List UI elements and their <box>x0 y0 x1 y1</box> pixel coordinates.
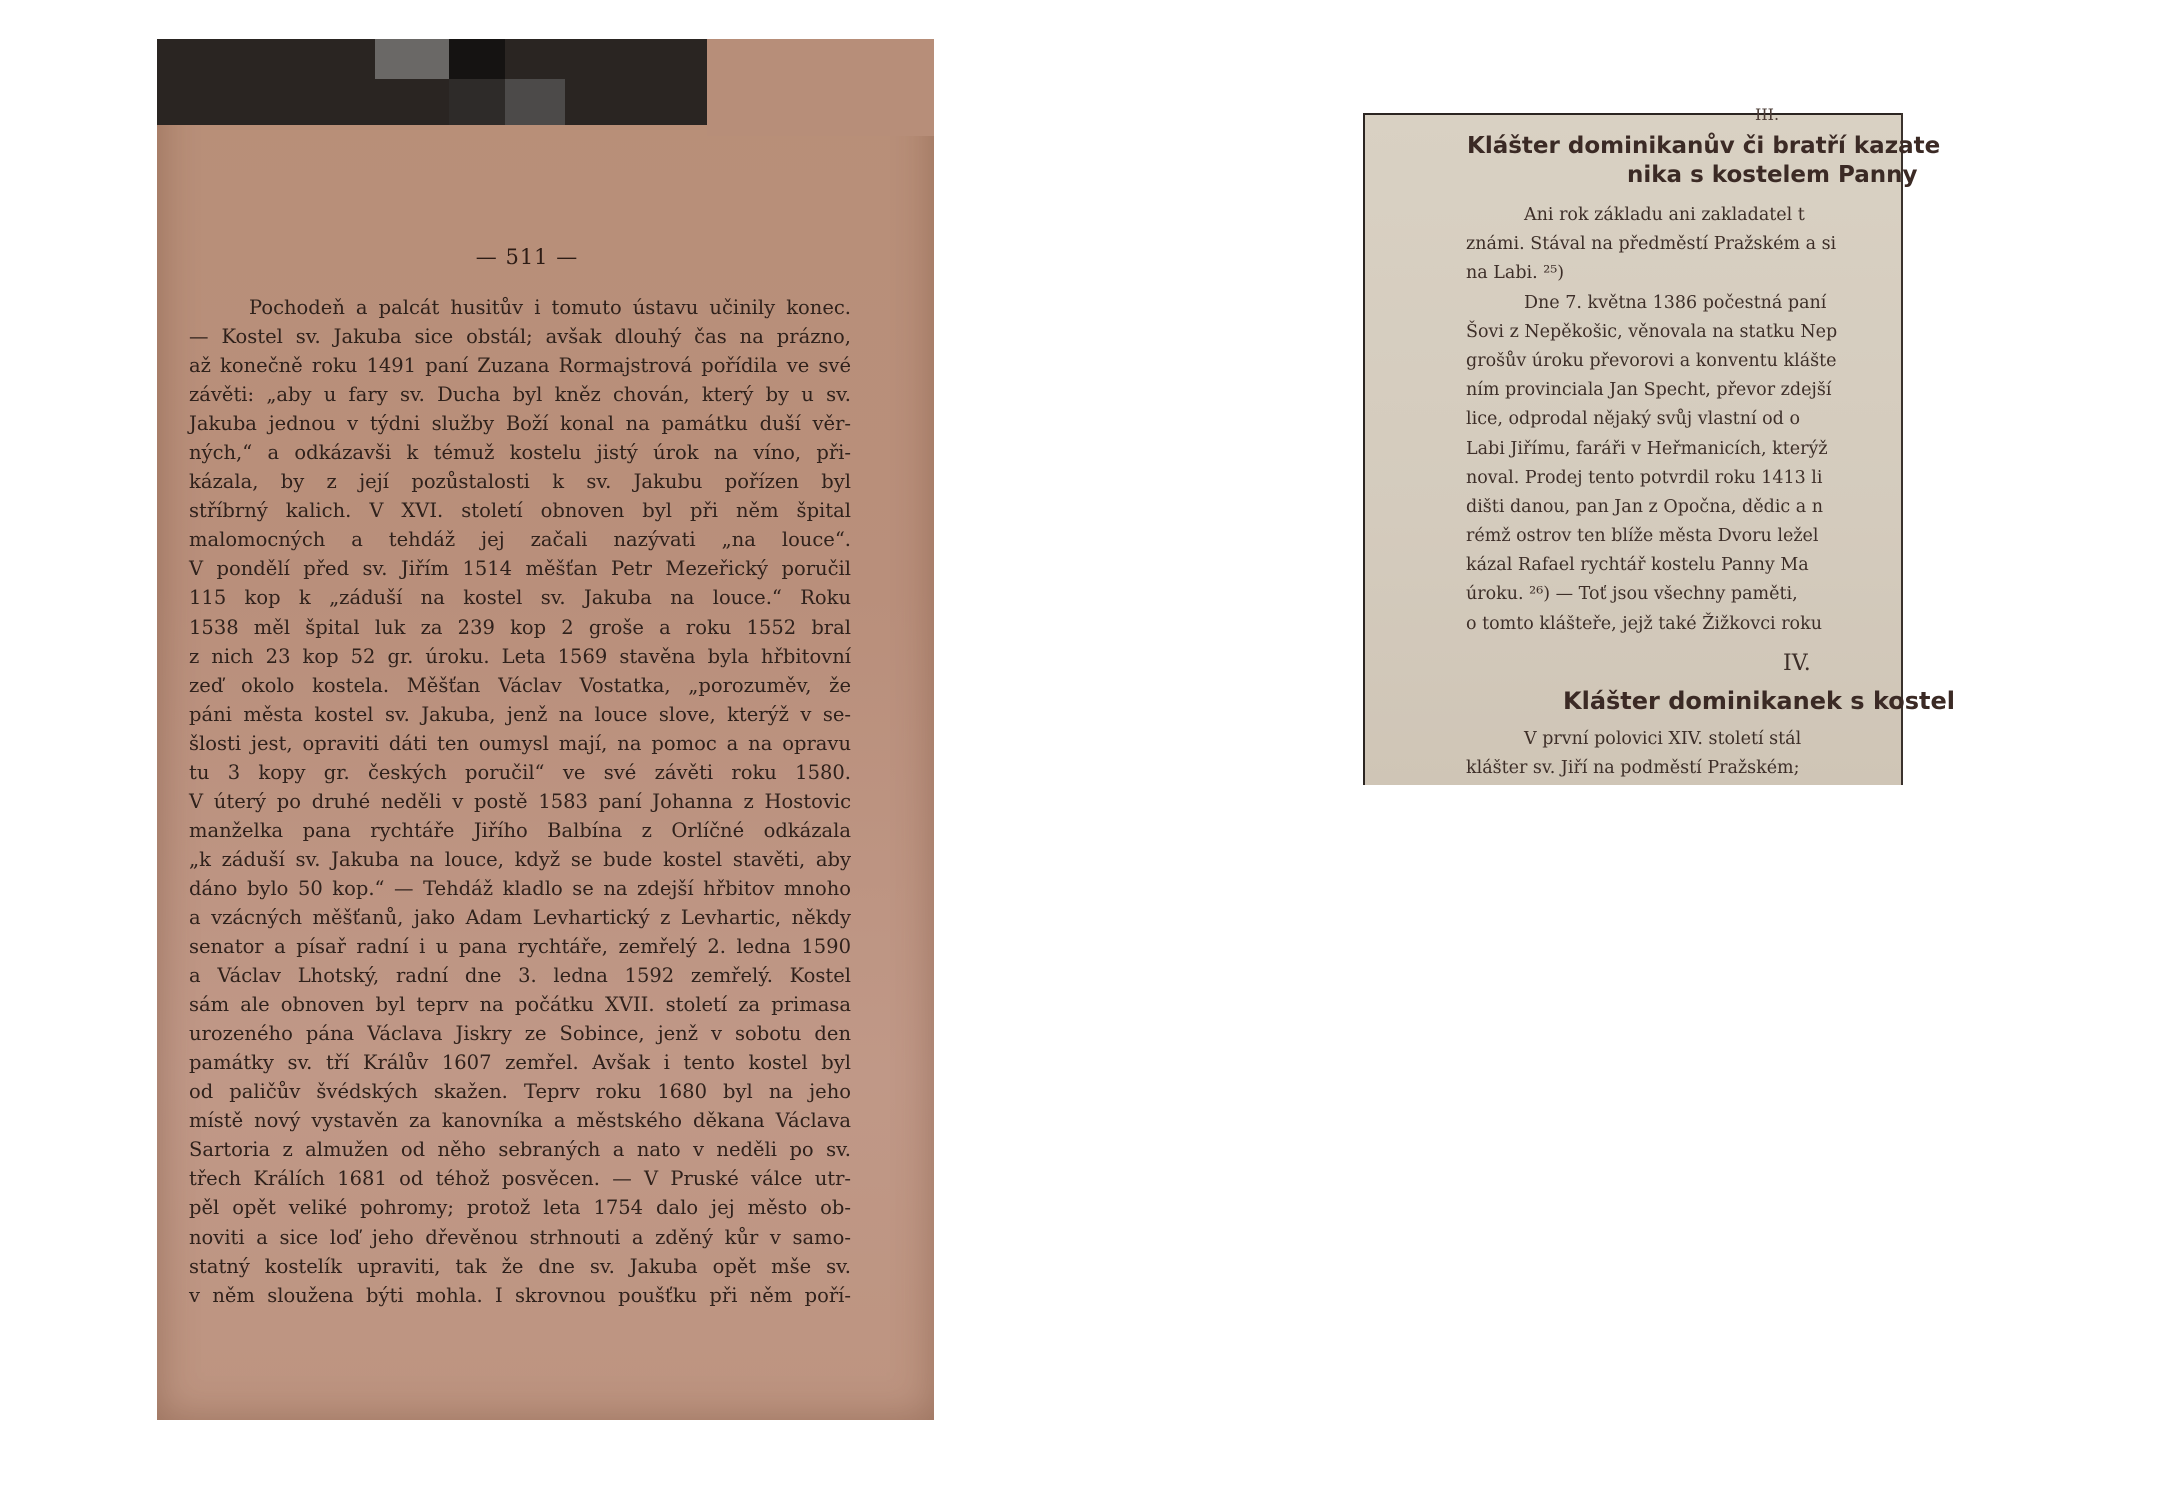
text-line: noviti a sice loď jeho dřevěnou strhnouti a zděný kůr v samo- <box>189 1225 851 1249</box>
text-line: na Labi. ²⁵) <box>1466 263 1565 284</box>
text-line: páni města kostel sv. Jakuba, jenž na louce slove, kterýž v se- <box>189 702 851 726</box>
text-line: 115 kop k „záduší na kostel sv. Jakuba na louce.“ Roku <box>189 586 851 610</box>
text-line: sám ale obnoven byl teprv na počátku XVII. století za primasa <box>189 993 851 1017</box>
text-line: Dne 7. května 1386 počestná paní <box>1524 292 1827 313</box>
right-page-clipping <box>1363 105 1956 785</box>
text-line: z nich 23 kop 52 gr. úroku. Leta 1569 stavěna byla hřbitovní <box>189 644 851 668</box>
text-line: Pochodeň a palcát husitův i tomuto ústavu učinily konec. <box>249 296 851 319</box>
text-line: tu 3 kopy gr. českých poručil“ ve své závěti roku 1580. <box>189 760 851 784</box>
section-number-iv: IV. <box>1783 651 1811 676</box>
page-body-text <box>189 293 851 1310</box>
text-line: lice, odprodal nějaký svůj vlastní od o <box>1466 409 1800 430</box>
text-line: památky sv. tří Králův 1607 zemřel. Avšak i tento kostel byl <box>189 1051 851 1075</box>
text-line: zeď okolo kostela. Měšťan Václav Vostatka, „porozuměv, že <box>189 673 851 697</box>
text-line: V pondělí před sv. Jiřím 1514 měšťan Petr Mezeřický poručil <box>189 557 851 581</box>
text-line: Sartoria z almužen od něho sebraných a nato v neděli po sv. <box>189 1138 851 1162</box>
scanner-strip <box>157 39 707 125</box>
text-line: ním provinciala Jan Specht, převor zdejší <box>1466 380 1832 401</box>
clipping-body-text <box>1466 201 1837 639</box>
text-line: kázala, by z její pozůstalosti k sv. Jakubu pořízen byl <box>189 470 851 494</box>
text-line: ných,“ a odkázavši k témuž kostelu jistý úrok na víno, při- <box>189 441 851 465</box>
text-line: rémž ostrov ten blíže města Dvoru ležel <box>1466 526 1819 547</box>
section-heading-line2: nika s kostelem Panny <box>1627 162 1918 188</box>
text-line: Jakuba jednou v týdni služby Boží konal na památku duší věr- <box>189 412 851 436</box>
text-line: dišti danou, pan Jan z Opočna, dědic a n <box>1466 496 1824 517</box>
text-line: „k záduší sv. Jakuba na louce, když se bude kostel stavěti, aby <box>189 847 851 871</box>
text-line: Ani rok základu ani zakladatel t <box>1524 205 1805 225</box>
page-number: — 511 — <box>475 245 579 269</box>
text-line: statný kostelík upraviti, tak že dne sv. Jakuba opět mše sv. <box>189 1254 851 1278</box>
section-number-iii: III. <box>1755 105 1780 124</box>
text-line: třech Králích 1681 od téhož posvěcen. — V Pruské válce utr- <box>189 1167 851 1191</box>
text-line: Labi Jiřímu, faráři v Heřmanicích, kterýž <box>1466 438 1828 459</box>
text-line: manželka pana rychtáře Jiřího Balbína z Orlíčné odkázala <box>189 818 851 842</box>
text-line: a Václav Lhotský, radní dne 3. ledna 1592 zemřelý. Kostel <box>189 964 851 988</box>
text-line: závěti: „aby u fary sv. Ducha byl kněz chován, který by u sv. <box>189 383 851 407</box>
text-line: stříbrný kalich. V XVI. století obnoven byl při něm špital <box>189 499 851 523</box>
text-line: 1538 měl špital luk za 239 kop 2 groše a roku 1552 bral <box>189 615 851 639</box>
left-page-scan <box>157 39 934 1420</box>
text-line: malomocných a tehdáž jej začali nazývati „na louce“. <box>189 528 851 552</box>
text-line: senator a písař radní i u pana rychtáře, zemřelý 2. ledna 1590 <box>189 935 851 959</box>
text-line: V úterý po druhé neděli v postě 1583 paní Johanna z Hostovic <box>189 789 851 813</box>
text-line: V první polovici XIV. století stál <box>1524 729 1802 749</box>
text-line: úroku. ²⁶) — Toť jsou všechny paměti, <box>1466 584 1798 605</box>
text-line: noval. Prodej tento potvrdil roku 1413 li <box>1466 467 1823 488</box>
clipping-body-text-iv <box>1466 725 1801 783</box>
text-line: dáno bylo 50 kop.“ — Tehdáž kladlo se na zdejší hřbitov mnoho <box>189 876 851 900</box>
text-line: šlosti jest, opraviti dáti ten oumysl mají, na pomoc a na opravu <box>189 731 851 755</box>
text-line: v něm sloužena býti mohla. I skrovnou poušťku při něm poří- <box>189 1283 851 1307</box>
text-line: urozeného pána Václava Jiskry ze Sobince, jenž v sobotu den <box>189 1022 851 1046</box>
text-line: známi. Stával na předměstí Pražském a si <box>1466 234 1837 255</box>
text-line: Šovi z Nepěkošic, věnovala na statku Nep <box>1466 321 1838 342</box>
section-heading-iv: Klášter dominikanek s kostel <box>1563 687 1956 715</box>
text-line: — Kostel sv. Jakuba sice obstál; avšak dlouhý čas na prázno, <box>189 325 851 349</box>
text-line: a vzácných měšťanů, jako Adam Levhartický z Levhartic, někdy <box>189 905 851 929</box>
text-line: kázal Rafael rychtář kostelu Panny Ma <box>1466 555 1809 576</box>
text-line: o tomto klášteře, jejž také Žižkovci roku <box>1466 613 1822 634</box>
text-line: od paličův švédských skažen. Teprv roku 1680 byl na jeho <box>189 1080 851 1104</box>
text-line: klášter sv. Jiří na podměstí Pražském; <box>1466 758 1800 779</box>
text-line: grošův úroku převorovi a konventu klášte <box>1466 350 1837 371</box>
text-line: pěl opět veliké pohromy; protož leta 1754 dalo jej město ob- <box>189 1196 851 1220</box>
text-line: až konečně roku 1491 paní Zuzana Rormajstrová pořídila ve své <box>189 354 851 378</box>
section-heading-line1: Klášter dominikanův či bratří kazate <box>1467 133 1941 159</box>
text-line: místě nový vystavěn za kanovníka a městského děkana Václava <box>189 1109 851 1133</box>
